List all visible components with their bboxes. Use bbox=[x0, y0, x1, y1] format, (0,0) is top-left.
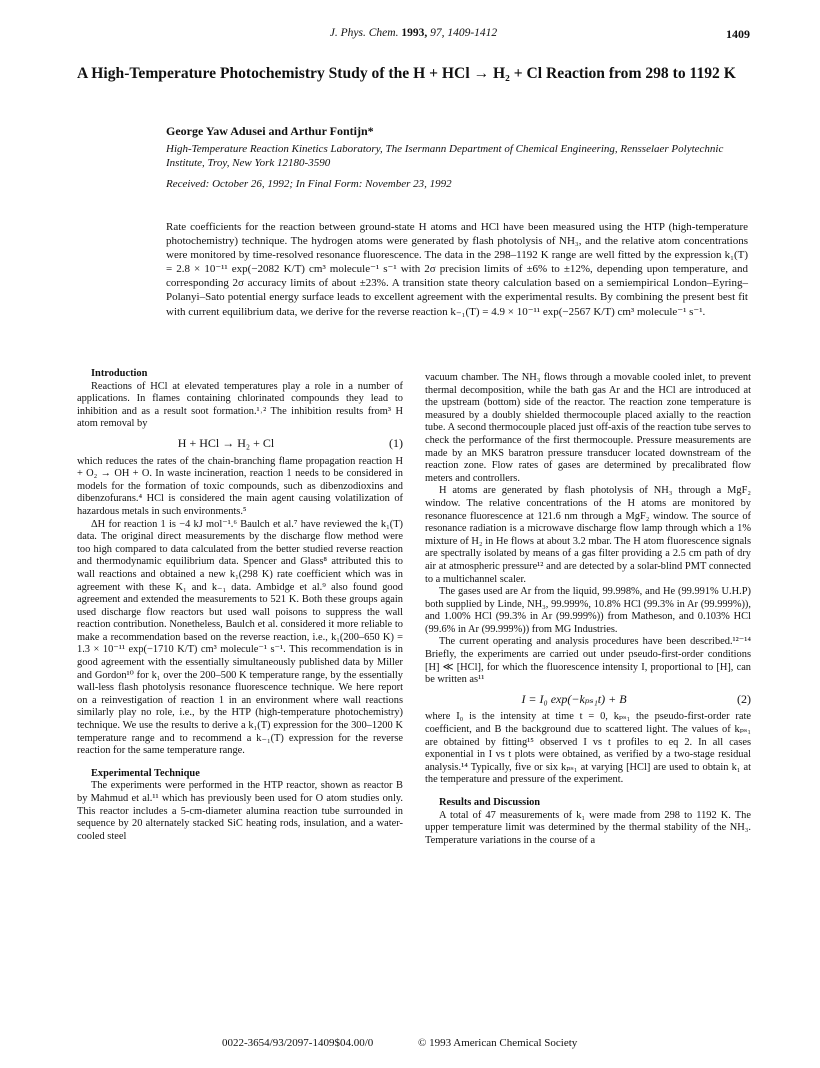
article-code: 0022-3654/93/2097-1409$04.00/0 bbox=[222, 1037, 374, 1049]
affiliation: High-Temperature Reaction Kinetics Laboratory, The Isermann Department of Chemical Engineering, Rensselaer Polytechnic Institute, Troy, New York 12180-3590 bbox=[166, 143, 724, 169]
equation-2 bbox=[425, 693, 751, 706]
experimental-paragraph-3: The gases used are Ar from the liquid, 99.998%, and He (99.991% U.H.P) both supplied by Linde, NH₃, 99.999%, 10.8% HCl (99.3% in Ar (99.999%)), and 1.00% HCl (99.3% in Ar (99.999%)) from Matheson, and 0.103% HCl (99.6% in Ar (99.999%)) from MG Industries. bbox=[425, 586, 751, 635]
results-paragraph-1: A total of 47 measurements of k₁ were made from 298 to 1192 K. The upper temperature limit was determined by the thermal stability of the NH₃. Temperature variations in the course of a bbox=[425, 809, 751, 846]
running-header bbox=[77, 27, 750, 43]
left-column bbox=[77, 368, 403, 843]
experimental-paragraph-1: The experiments were performed in the HTP reactor, shown as reactor B by Mahmud et al.¹¹ which has previously been used for O atom studies only. This reactor includes a 5-cm-diameter alumina reaction tube surrounded in sequence by 20 alternately stacked SiC heating rods, insulation, and a water-cooled steel bbox=[77, 780, 403, 842]
experimental-paragraph-1-continued: vacuum chamber. The NH₃ flows through a movable cooled inlet, to prevent thermal decomposition, while the bath gas Ar and the HCl are introduced at the upstream (bottom) side of the reactor. The reaction zone temperature is measured by a doubly shielded thermocouple placed axially to the reaction tube. A second thermocouple placed just off-axis of the reaction tube serves to check the performance of the first thermocouple. Pressure measurements are made by an MKS baratron pressure transducer located downstream of the reaction zone. Flow rates of gases are determined by precalibrated flow meters and controllers. bbox=[425, 372, 751, 484]
article-title: A High-Temperature Photochemistry Study of the H + HCl → H₂ + Cl Reaction from 298 to 1192 K bbox=[77, 65, 736, 82]
received-dates: Received: October 26, 1992; In Final Form: November 23, 1992 bbox=[166, 178, 452, 190]
equation-2-body: I = I₀ exp(−kₚₛ₁t) + B bbox=[521, 691, 627, 706]
section-heading-introduction: Introduction bbox=[91, 368, 148, 379]
author-list: George Yaw Adusei and Arthur Fontijn* bbox=[166, 124, 374, 138]
experimental-paragraph-2: H atoms are generated by flash photolysis of NH₃ through a MgF₂ window. The relative concentrations of the H atoms are monitored by resonance fluorescence at 121.6 nm through a MgF₂ window. The source of resonance radiation is a microwave discharge flow lamp through which a 1% mixture of H₂ in He flows at about 3.2 mbar. The H atom fluorescence signals are spectrally isolated by means of a gas filter providing a 2.5 cm path of dry air at atmospheric pressure¹² and are detected by a solar-blind PMT connected to a multichannel scaler. bbox=[425, 485, 751, 585]
page-number: 1409 bbox=[726, 27, 750, 41]
copyright-notice: © 1993 American Chemical Society bbox=[418, 1037, 578, 1049]
journal-year: 1993, bbox=[401, 27, 428, 39]
experimental-paragraph-4: The current operating and analysis procedures have been described.¹²⁻¹⁴ Briefly, the experiments are carried out under pseudo-first-order conditions [H] ≪ [HCl], for which the fluorescence intensity I, proportional to [H], can be written as¹¹ bbox=[425, 636, 751, 686]
equation-1 bbox=[77, 437, 403, 450]
intro-paragraph-3: ΔH for reaction 1 is −4 kJ mol⁻¹.⁶ Baulch et al.⁷ have reviewed the k₁(T) data. The original direct measurements by the discharge flow method were too high compared to data calculated from the better studied reverse reaction and thermodynamic equilibrium data. Spencer and Glass⁸ attributed this to wall reactions and obtained a new k₁(298 K) rate coefficient which was in agreement with these K₁ and k₋₁ data. Ambidge et al.⁹ also found good agreement and extended the measurements to 521 K. Both these groups again used discharge flow reactors but used wall poisons to suppress the wall reaction contribution. Nonetheless, Baulch et al. considered it more reliable to make a recommendation based on the reverse reaction, i.e., k₁(200–650 K) = 1.3 × 10⁻¹¹ exp(−1710 K/T) cm³ molecule⁻¹ s⁻¹. This recommendation is in good agreement with the essentially simultaneously published data by Miller and Gordon¹⁰ for k₁ over the 200–500 K temperature range, by the essentially wall-less flash photolysis resonance fluorescence technique. We here report on a reinvestigation of reaction 1 in an environment where wall reactions similarly play no role, i.e., by the HTP (high-temperature photochemistry) technique. We use the results to derive a k₁(T) expression for the 300–1200 K temperature range and to recommend a k₋₁(T) expression for the reverse reaction for the same temperature range. bbox=[77, 518, 403, 757]
equation-1-number: (1) bbox=[389, 435, 403, 450]
right-column bbox=[425, 372, 751, 847]
journal-volume: 97, bbox=[430, 27, 445, 39]
journal-name: J. Phys. Chem. bbox=[329, 27, 399, 39]
equation-1-body: H + HCl → H₂ + Cl bbox=[177, 435, 275, 450]
experimental-paragraph-5: where I₀ is the intensity at time t = 0, kₚₛ₁ the pseudo-first-order rate coefficient, and B the background due to scattered light. The values of kₚₛ₁ are obtained by fitting¹⁵ observed I vs t profiles to eq 2. In all cases exponential in I vs t plots were obtained, as verified by a two-stage residual analysis.¹⁴ Typically, five or six kₚₛ₁ at varying [HCl] are used to obtain k₁ at the temperature and pressure of the experiment. bbox=[425, 711, 751, 786]
section-heading-results: Results and Discussion bbox=[439, 797, 541, 808]
intro-paragraph-1: Reactions of HCl at elevated temperatures play a role in a number of applications. In flames containing chlorinated compounds they lead to inhibition and as a result soot formation.¹˒² The inhibition results from³ H atom removal by bbox=[77, 380, 403, 430]
journal-pages: 1409-1412 bbox=[447, 27, 498, 39]
equation-2-number: (2) bbox=[737, 691, 751, 706]
journal-citation bbox=[77, 27, 750, 39]
section-heading-experimental: Experimental Technique bbox=[91, 767, 200, 779]
abstract: Rate coefficients for the reaction between ground-state H atoms and HCl have been measured using the HTP (high-temperature photochemistry) technique. The hydrogen atoms were generated by flash photolysis of NH₃, and the relative atom concentrations were monitored by time-resolved resonance fluorescence. The data in the 298–1192 K range are well fitted by the expression k₁(T) = 2.8 × 10⁻¹¹ exp(−2082 K/T) cm³ molecule⁻¹ s⁻¹ with 2σ precision limits of ±6% to ±12%, depending upon temperature, and corresponding 2σ accuracy limits of about ±23%. A transition state theory calculation based on a semiempirical London–Eyring–Polanyi–Sato potential energy surface leads to excellent agreement with the experimental results. By combining the present best fit with current equilibrium data, we derive for the reverse reaction k₋₁(T) = 4.9 × 10⁻¹¹ exp(−2567 K/T) cm³ molecule⁻¹ s⁻¹. bbox=[166, 221, 748, 318]
intro-paragraph-2: which reduces the rates of the chain-branching flame propagation reaction H + O₂ → OH + O. In waste incineration, reaction 1 needs to be considered in models for the formation of toxic compounds, such as dibenzodioxins and dibenzofurans.⁴ HCl is considered the main agent causing volatilization of hazardous metals in such environments.⁵ bbox=[77, 455, 403, 517]
